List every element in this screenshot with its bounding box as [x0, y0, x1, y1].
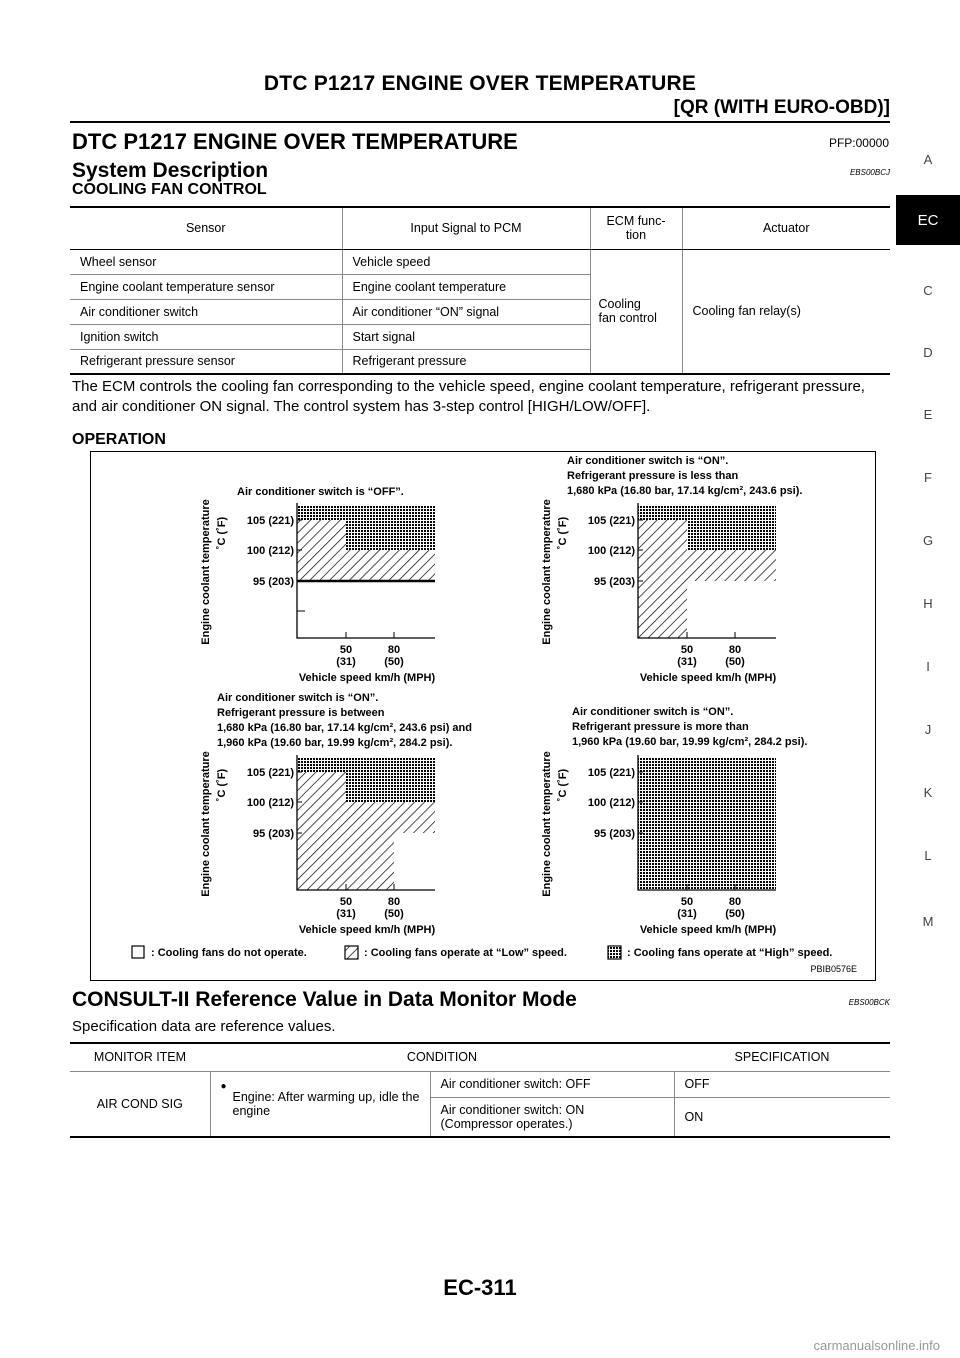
x-axis-label: Vehicle speed km/h (MPH): [639, 672, 777, 684]
y-axis-label: Engine coolant temperature: [200, 751, 212, 897]
th-actuator: Actuator: [682, 207, 890, 249]
x-tick-label: (50): [725, 908, 745, 920]
panel-caption: Air conditioner switch is “OFF”.: [237, 486, 404, 498]
y-tick-label: 100 (212): [587, 545, 635, 557]
table-cell: Air conditioner “ON” signal: [342, 299, 590, 324]
condition-text: Engine: After warming up, idle the engine: [232, 1089, 420, 1118]
table-cell: ON: [674, 1097, 890, 1137]
y-axis-label: Engine coolant temperature: [541, 751, 553, 897]
side-tab-c[interactable]: C: [923, 283, 933, 298]
table-cell: Refrigerant pressure: [342, 349, 590, 374]
legend-low-swatch: [345, 946, 358, 959]
y-axis-unit: ˚C (˚F): [216, 768, 228, 802]
x-axis-label: Vehicle speed km/h (MPH): [639, 924, 777, 936]
description-paragraph: The ECM controls the cooling fan corresponding to the vehicle speed, engine coolant temperature, refrigerant pressure, and air conditioner ON signal. The control system has 3-step control [HIGH/LOW/OFF].: [72, 378, 865, 415]
consult-code: EBS00BCK: [848, 998, 890, 1007]
side-tab-g[interactable]: G: [922, 533, 934, 548]
panel-caption: Refrigerant pressure is less than: [567, 470, 739, 482]
operation-diagram: [91, 452, 874, 979]
x-tick-label: 50: [680, 896, 694, 908]
header-rule: [70, 121, 890, 123]
y-tick-label: 100 (212): [246, 797, 294, 809]
consult-title: CONSULT-II Reference Value in Data Monitor Mode: [72, 988, 577, 1011]
th-sensor: Sensor: [70, 207, 342, 249]
x-tick-label: 50: [339, 644, 353, 656]
legend-off-label: : Cooling fans do not operate.: [151, 947, 307, 959]
y-tick-label: 95 (203): [594, 828, 635, 840]
section-title: DTC P1217 ENGINE OVER TEMPERATURE: [72, 129, 518, 154]
x-tick-label: 50: [339, 896, 353, 908]
y-tick-label: 105 (221): [587, 767, 635, 779]
th-input-signal: Input Signal to PCM: [342, 207, 590, 249]
side-tab-d[interactable]: D: [923, 345, 933, 360]
side-tab-i[interactable]: I: [926, 659, 930, 674]
x-tick-label: 80: [728, 644, 742, 656]
side-tab-m[interactable]: M: [922, 914, 934, 929]
bullet-icon: ●: [220, 1080, 227, 1092]
legend-high-label: : Cooling fans operate at “High” speed.: [627, 947, 833, 959]
panel-caption: Air conditioner switch is “ON”.: [572, 706, 734, 718]
operation-title: OPERATION: [72, 431, 166, 448]
panel-caption: 1,960 kPa (19.60 bar, 19.99 kg/cm², 284.2 psi).: [572, 736, 808, 748]
y-tick-label: 100 (212): [246, 545, 294, 557]
cooling-fan-table: [70, 206, 890, 375]
page-header-subtitle: [QR (WITH EURO-OBD)]: [673, 97, 890, 118]
y-tick-label: 95 (203): [594, 576, 635, 588]
monitor-item-cell: AIR COND SIG: [70, 1071, 210, 1137]
page-header-title: DTC P1217 ENGINE OVER TEMPERATURE: [263, 72, 697, 95]
table-cell: OFF: [674, 1071, 890, 1097]
panel-caption: Refrigerant pressure is between: [217, 707, 385, 719]
y-axis-label: Engine coolant temperature: [541, 499, 553, 645]
x-tick-label: 80: [387, 896, 401, 908]
x-tick-label: (31): [336, 656, 356, 668]
x-tick-label: (31): [677, 656, 697, 668]
y-tick-label: 95 (203): [253, 828, 294, 840]
side-tab-j[interactable]: J: [924, 722, 932, 737]
table-cell: Air conditioner switch: OFF: [430, 1071, 674, 1097]
panel-caption: 1,680 kPa (16.80 bar, 17.14 kg/cm², 243.6 psi).: [567, 485, 803, 497]
legend-low-label: : Cooling fans operate at “Low” speed.: [364, 947, 567, 959]
table-cell: Engine coolant temperature: [342, 274, 590, 299]
table-cell: Ignition switch: [70, 324, 342, 349]
consult-note: Specification data are reference values.: [72, 1018, 336, 1035]
panel-caption: 1,680 kPa (16.80 bar, 17.14 kg/cm², 243.6 psi) and: [217, 722, 472, 734]
cooling-fan-control-title: COOLING FAN CONTROL: [72, 181, 267, 198]
table-cell: Air conditioner switch: ON (Compressor operates.): [430, 1097, 674, 1137]
x-tick-label: 50: [680, 644, 694, 656]
th-specification: SPECIFICATION: [674, 1043, 890, 1071]
side-tab-l[interactable]: L: [924, 848, 932, 863]
th-condition: CONDITION: [210, 1043, 674, 1071]
x-axis-label: Vehicle speed km/h (MPH): [298, 924, 436, 936]
operation-figure: [90, 451, 876, 981]
y-tick-label: 105 (221): [246, 767, 294, 779]
x-tick-label: 80: [728, 896, 742, 908]
table-cell: Air conditioner switch: [70, 299, 342, 324]
pfp-code: PFP:00000: [828, 136, 889, 150]
watermark: carmanualsonline.info: [813, 1338, 940, 1353]
x-tick-label: (50): [384, 908, 404, 920]
y-tick-label: 95 (203): [253, 576, 294, 588]
legend-high-swatch: [608, 946, 621, 959]
x-tick-label: (50): [384, 656, 404, 668]
side-tab-h[interactable]: H: [923, 596, 933, 611]
y-axis-unit: ˚C (˚F): [557, 768, 569, 802]
table-cell: Engine coolant temperature sensor: [70, 274, 342, 299]
th-monitor-item: MONITOR ITEM: [70, 1043, 210, 1071]
legend-off-swatch: [132, 946, 144, 958]
x-tick-label: (31): [336, 908, 356, 920]
x-axis-label: Vehicle speed km/h (MPH): [298, 672, 436, 684]
figure-id: PBIB0576E: [810, 964, 857, 974]
side-tab-a[interactable]: A: [923, 152, 933, 167]
x-tick-label: 80: [387, 644, 401, 656]
page-number: EC-311: [443, 1275, 517, 1300]
ecm-function-cell: Cooling fan control: [590, 249, 682, 374]
panel-caption: Air conditioner switch is “ON”.: [217, 692, 379, 704]
system-description-title: System Description: [72, 159, 269, 182]
consult-table: [70, 1042, 890, 1138]
side-tab-f[interactable]: F: [924, 470, 932, 485]
y-axis-unit: ˚C (˚F): [216, 516, 228, 550]
table-cell: Refrigerant pressure sensor: [70, 349, 342, 374]
actuator-cell: Cooling fan relay(s): [682, 249, 890, 374]
table-cell: Vehicle speed: [342, 249, 590, 274]
condition-cell: [210, 1071, 430, 1137]
x-tick-label: (50): [725, 656, 745, 668]
panel-caption: Refrigerant pressure is more than: [572, 721, 749, 733]
panel-caption: Air conditioner switch is “ON”.: [567, 455, 729, 467]
table-cell: Start signal: [342, 324, 590, 349]
side-tab-k[interactable]: K: [923, 785, 933, 800]
x-tick-label: (31): [677, 908, 697, 920]
table-cell: Wheel sensor: [70, 249, 342, 274]
y-axis-label: Engine coolant temperature: [200, 499, 212, 645]
y-tick-label: 105 (221): [587, 515, 635, 527]
panel-caption: 1,960 kPa (19.60 bar, 19.99 kg/cm², 284.2 psi).: [217, 737, 453, 749]
side-tab-ec[interactable]: EC: [896, 195, 960, 245]
side-tab-e[interactable]: E: [923, 407, 933, 422]
y-axis-unit: ˚C (˚F): [557, 516, 569, 550]
high-speed-region: [638, 757, 776, 890]
y-tick-label: 105 (221): [246, 515, 294, 527]
th-ecm-function: ECM func- tion: [590, 207, 682, 249]
y-tick-label: 100 (212): [587, 797, 635, 809]
system-description-code: EBS00BCJ: [849, 168, 890, 177]
